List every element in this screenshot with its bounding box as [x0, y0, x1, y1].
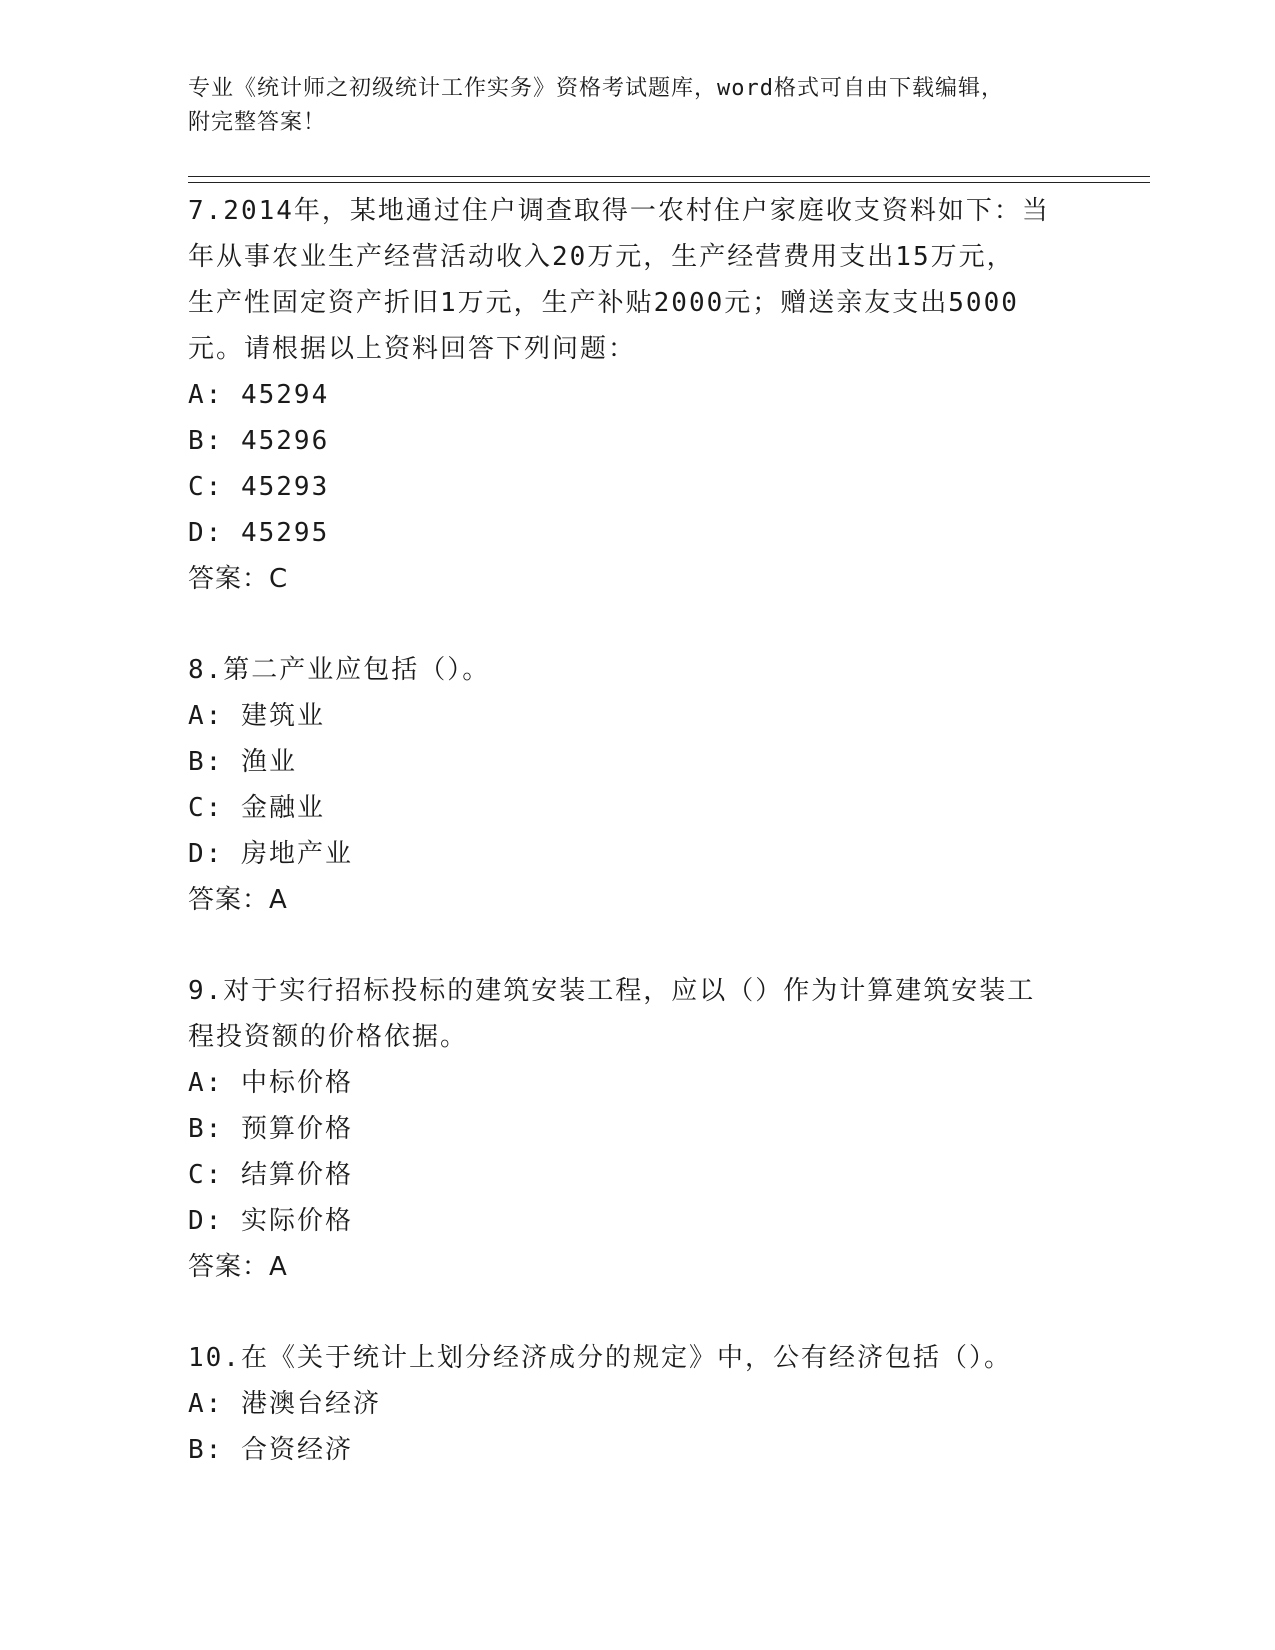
option-d: D: 45295	[188, 518, 330, 548]
option-b: B: 渔业	[188, 747, 297, 777]
option-a: A: 建筑业	[188, 701, 325, 731]
header-divider-bottom	[188, 182, 1150, 183]
stem-line: 元。请根据以上资料回答下列问题：	[188, 334, 637, 364]
question-stem	[188, 968, 1068, 1060]
spacer	[188, 923, 1068, 968]
option-a: A: 港澳台经济	[188, 1389, 381, 1419]
header-line-1: 专业《统计师之初级统计工作实务》资格考试题库，word格式可自由下载编辑，	[188, 76, 1004, 101]
spacer	[188, 602, 1068, 647]
stem-line: 10.在《关于统计上划分经济成分的规定》中，公有经济包括（）。	[188, 1343, 1012, 1373]
question-7	[188, 188, 1068, 602]
header-line-2: 附完整答案！	[188, 110, 327, 135]
stem-line: 8.第二产业应包括（）。	[188, 655, 491, 685]
answer: 答案：A	[188, 1252, 288, 1282]
question-stem	[188, 647, 1068, 693]
question-stem	[188, 1335, 1068, 1381]
question-list	[188, 188, 1068, 1473]
stem-line: 9.对于实行招标投标的建筑安装工程，应以（）作为计算建筑安装工	[188, 976, 1036, 1006]
option-c: C: 结算价格	[188, 1160, 353, 1190]
document-header	[188, 72, 1088, 140]
spacer	[188, 1290, 1068, 1335]
option-a: A: 45294	[188, 380, 330, 410]
option-a: A: 中标价格	[188, 1068, 353, 1098]
answer: 答案：A	[188, 885, 288, 915]
question-9	[188, 968, 1068, 1290]
option-c: C: 45293	[188, 472, 330, 502]
answer: 答案：C	[188, 564, 289, 594]
question-10	[188, 1335, 1068, 1473]
option-b: B: 预算价格	[188, 1114, 353, 1144]
option-c: C: 金融业	[188, 793, 325, 823]
option-b: B: 45296	[188, 426, 330, 456]
stem-line: 年从事农业生产经营活动收入20万元，生产经营费用支出15万元，	[188, 242, 1015, 272]
option-d: D: 房地产业	[188, 839, 353, 869]
stem-line: 生产性固定资产折旧1万元，生产补贴2000元；赠送亲友支出5000	[188, 288, 1019, 318]
header-divider-top	[188, 176, 1150, 177]
option-d: D: 实际价格	[188, 1206, 353, 1236]
stem-line: 程投资额的价格依据。	[188, 1022, 469, 1052]
question-8	[188, 647, 1068, 923]
stem-line: 7.2014年，某地通过住户调查取得一农村住户家庭收支资料如下：当	[188, 196, 1050, 226]
option-b: B: 合资经济	[188, 1435, 353, 1465]
question-stem	[188, 188, 1068, 372]
